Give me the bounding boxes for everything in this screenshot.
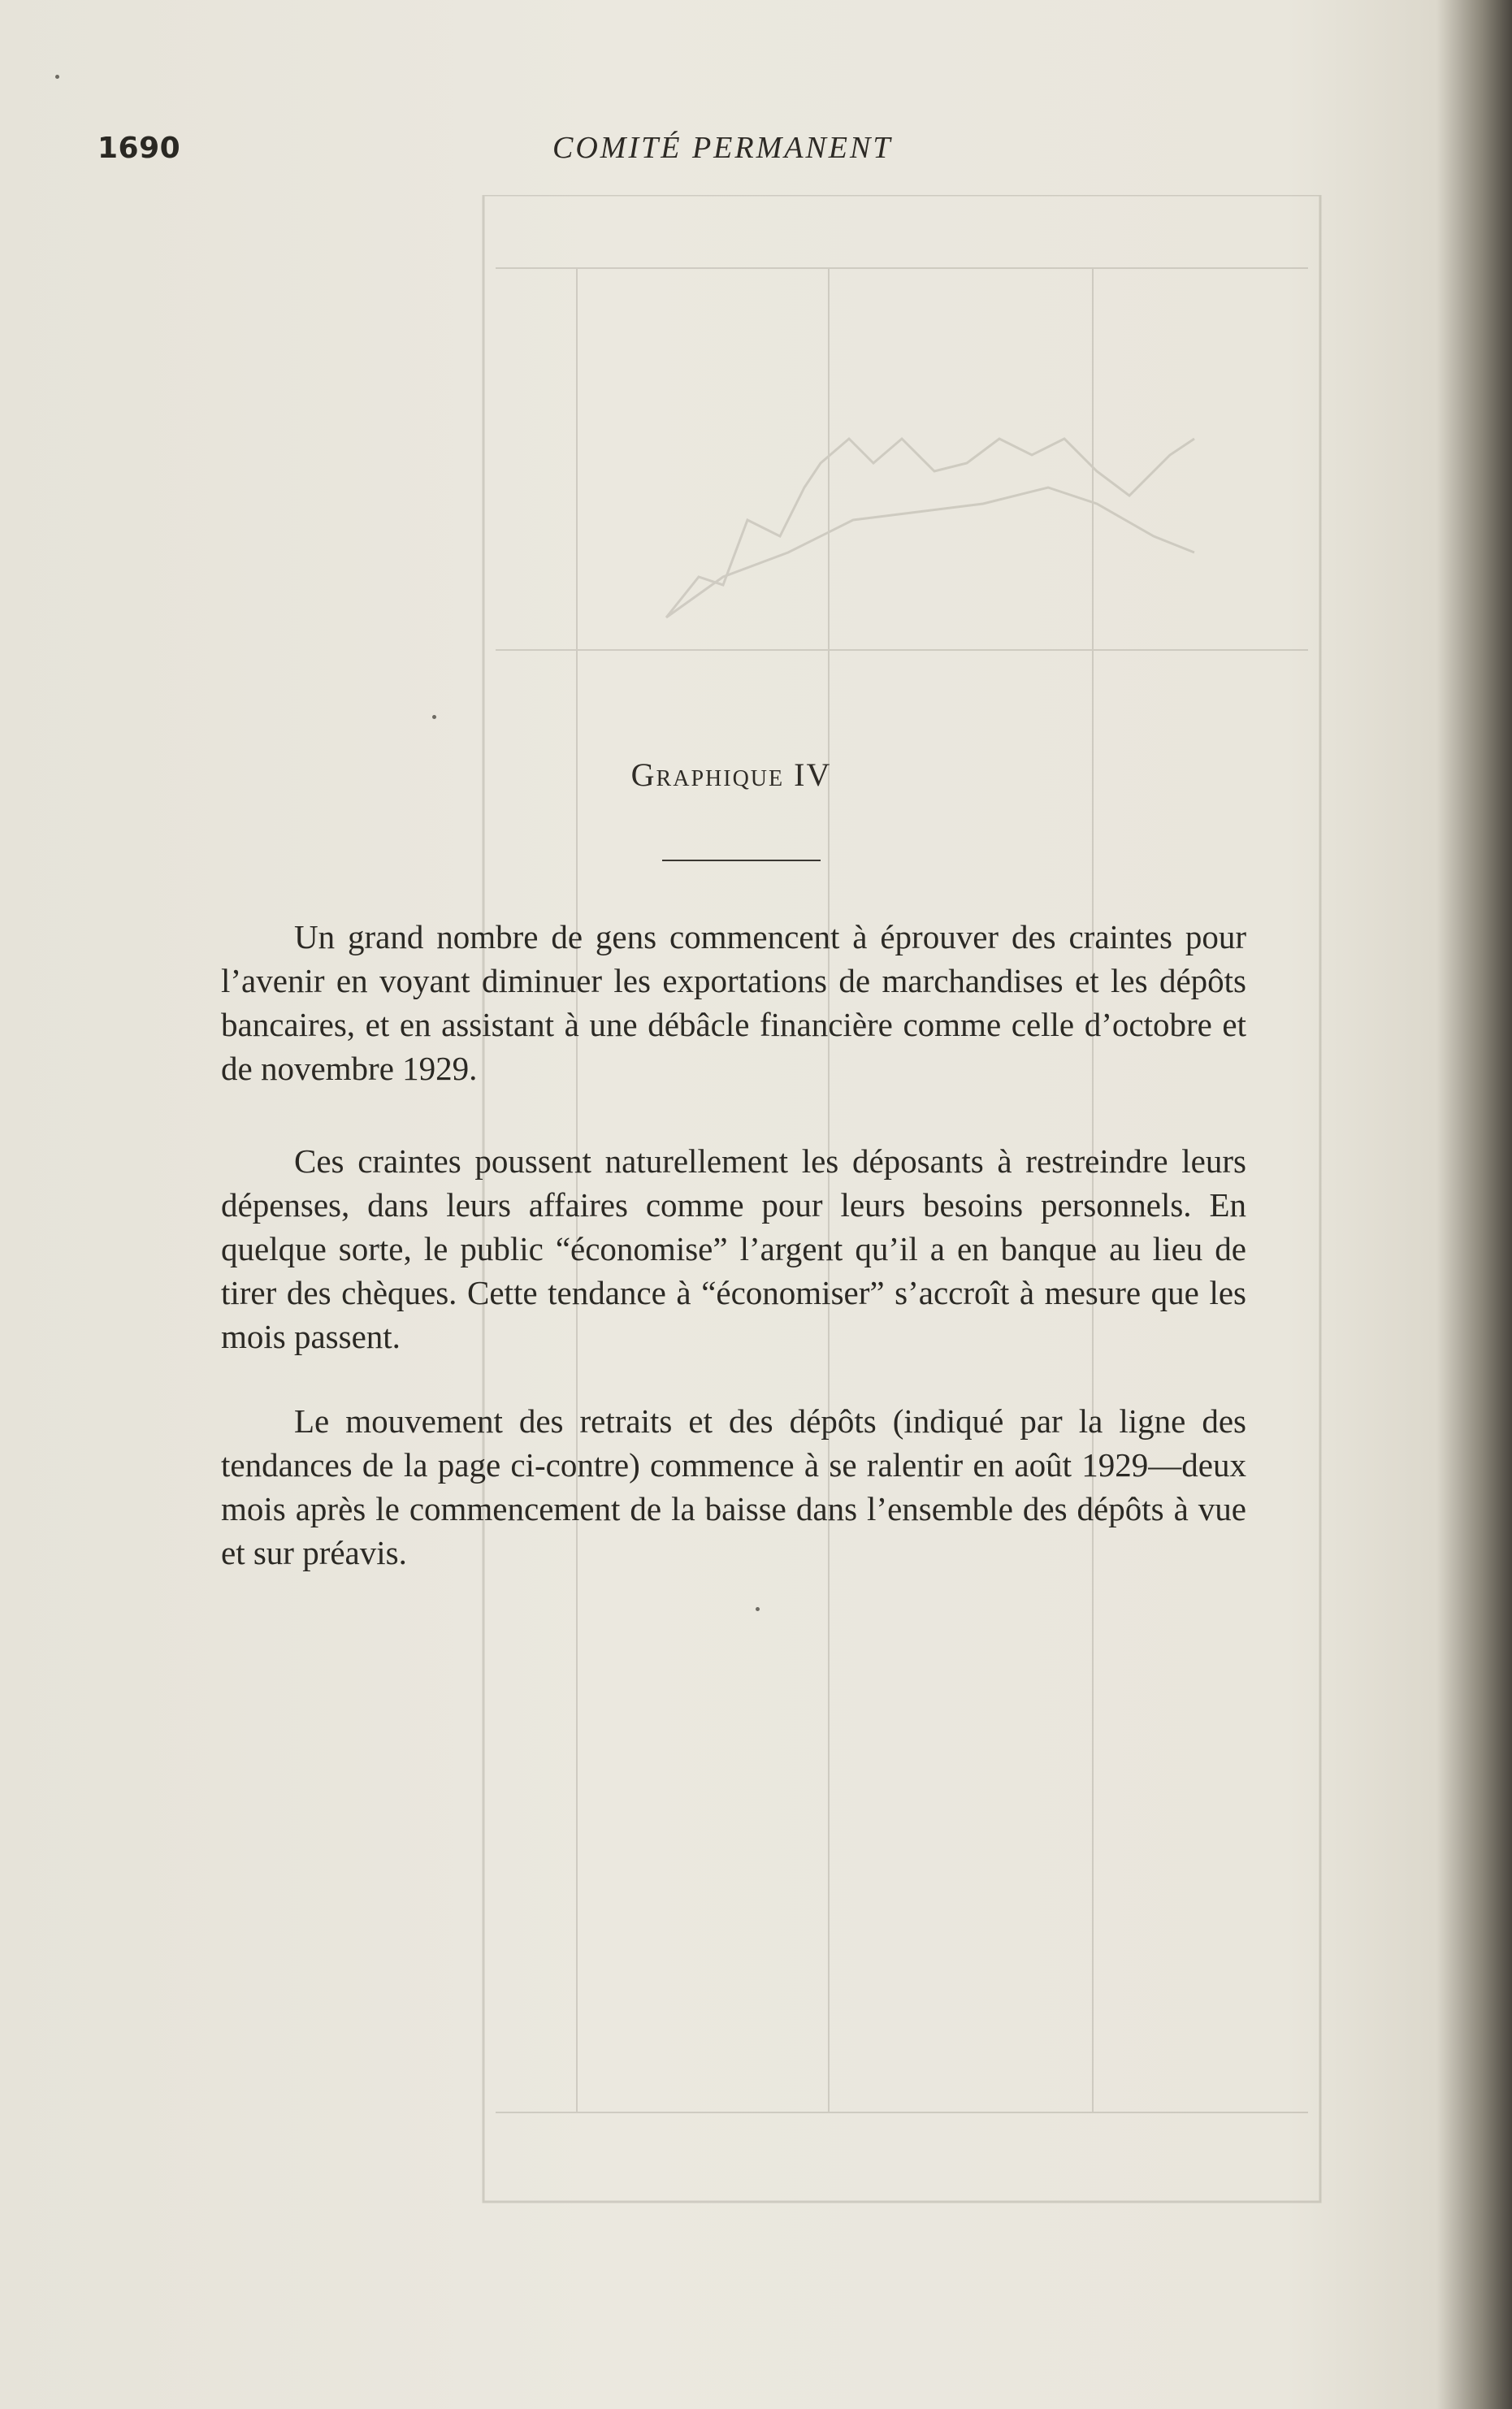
running-header — [0, 122, 1512, 171]
paragraph-2-text: Ces craintes poussent naturellement les déposants à restreindre leurs dépenses, dans leurs affaires comme pour leurs besoins personnels. En quelque sorte, le public “économise” l’argent qu’il a en banque au lieu de tirer des chèques. Cette tendance à “économiser” s’accroît à mesure que les mois passent. — [221, 1142, 1246, 1355]
page-number: 1690 — [97, 132, 181, 165]
heading-rule — [662, 860, 821, 861]
paragraph-1 — [221, 915, 1246, 1090]
running-title: COMITÉ PERMANENT — [552, 131, 893, 165]
section-heading: Graphique IV — [630, 756, 832, 793]
paper-speck — [756, 1607, 760, 1611]
paragraph-1-text: Un grand nombre de gens commencent à éprouver des craintes pour l’avenir en voyant diminuer les exportations de marchandises et les dépôts bancaires, et en assistant à une débâcle financière comme celle d’octobre et de novembre 1929. — [221, 918, 1246, 1087]
paragraph-3 — [221, 1399, 1246, 1575]
paper-speck — [432, 715, 436, 719]
paragraph-2 — [221, 1139, 1246, 1358]
paper-speck — [55, 75, 59, 79]
paragraph-3-text: Le mouvement des retraits et des dépôts (indiqué par la ligne des tendances de la page ci-contre) commence à se ralentir en août 1929—deux mois après le commencement de la baisse dans l’ensemble des dépôts à vue et sur préavis. — [221, 1402, 1246, 1571]
